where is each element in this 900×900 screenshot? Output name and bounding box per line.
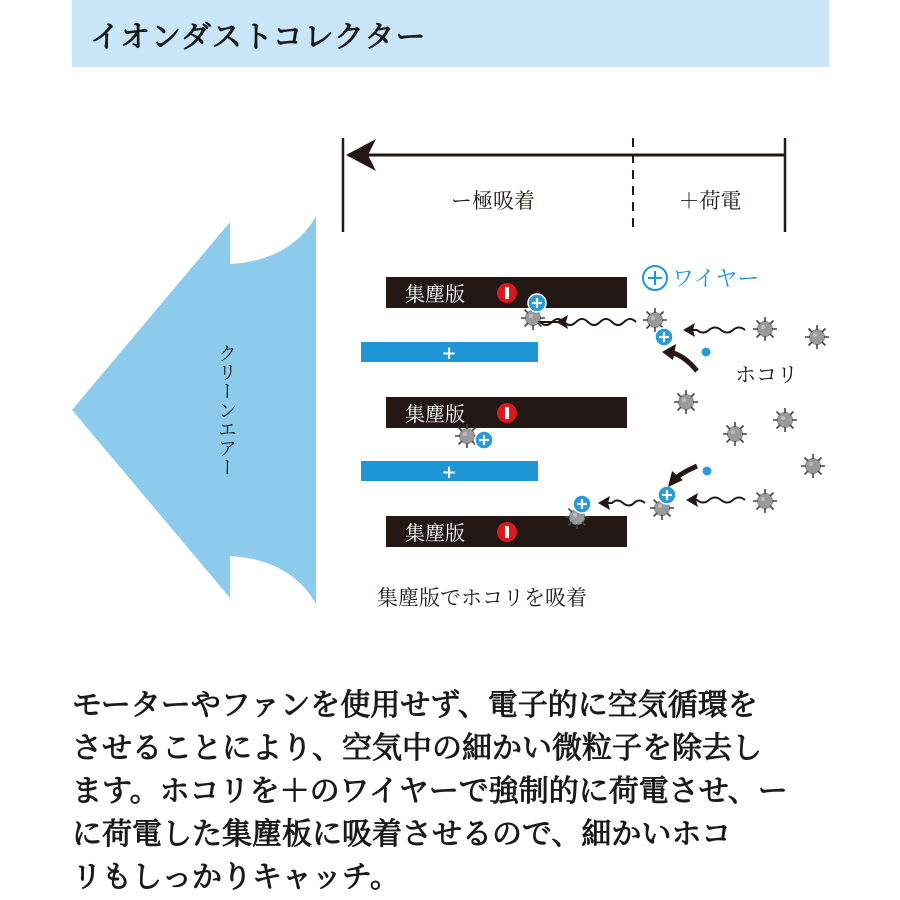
zone-negative-label: ー極吸着: [451, 189, 535, 213]
zone-positive-label: ＋荷電: [678, 189, 742, 213]
dust-label: ホコリ: [735, 363, 798, 387]
collector-plate-3: [386, 516, 627, 547]
svg-text:集塵版: 集塵版: [405, 282, 465, 306]
description-line: リもしっかりキャッチ。: [72, 860, 400, 895]
page-title: イオンダストコレクター: [90, 20, 427, 55]
wire-label-group: [643, 266, 759, 292]
clean-air-arrow: [72, 216, 316, 604]
positive-bar-1: [361, 342, 538, 364]
svg-text:集塵版: 集塵版: [405, 521, 465, 545]
collector-plate-1: [386, 277, 627, 308]
clean-air-label: クリーンエアー: [215, 343, 237, 477]
collector-plate-2: [386, 397, 627, 428]
description-line: に荷電した集塵板に吸着させるので、細かいホコ: [72, 817, 732, 852]
description-line: ます。ホコリを＋のワイヤーで強制的に荷電させ、ー: [72, 774, 788, 809]
description-line: させることにより、空気中の細かい微粒子を除去し: [72, 731, 762, 766]
description: [72, 684, 842, 899]
svg-text:+: +: [441, 462, 457, 483]
description-line: モーターやファンを使用せず、電子的に空気循環を: [72, 688, 758, 723]
svg-text:+: +: [441, 343, 457, 364]
svg-text:集塵版: 集塵版: [405, 402, 465, 426]
diagram-caption: 集塵版でホコリを吸着: [377, 586, 587, 610]
positive-bar-2: [361, 461, 538, 483]
wire-label: ワイヤー: [672, 267, 760, 292]
